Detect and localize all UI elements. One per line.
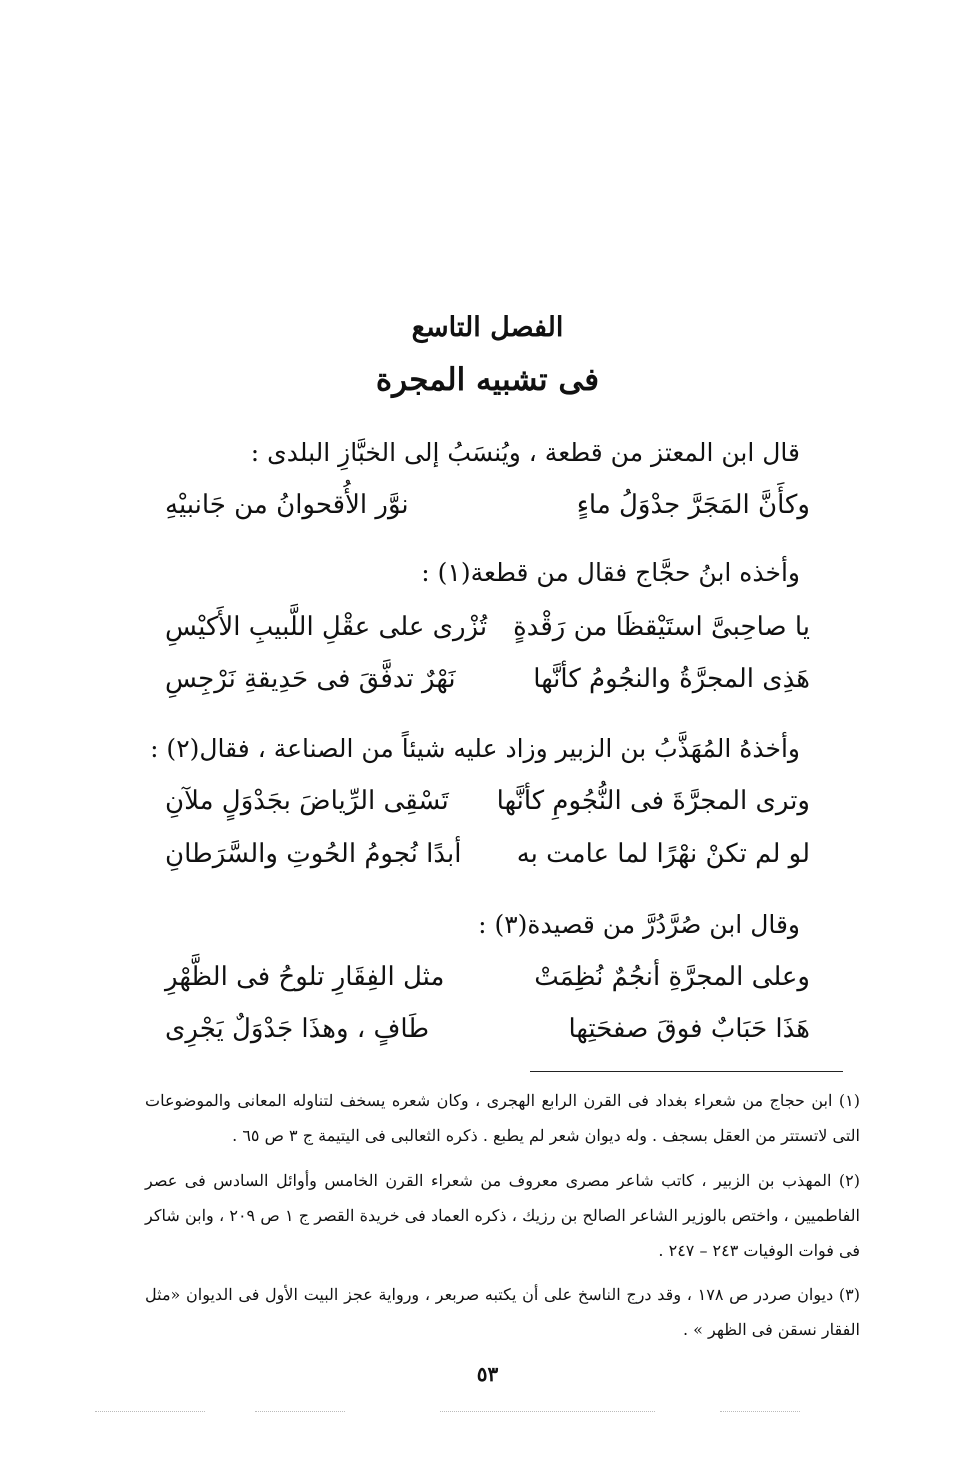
verse-second-hemistich: نَهْرٌ تدفَّقَ فى حَدِيقةِ نَرْجِسِ: [165, 664, 456, 694]
footnote-3: (٣) ديوان صردر ص ١٧٨ ، وقد درج الناسخ على أن يكتبه صربعر ، ورواية عجز البيت الأول فى الديوان «مثل الفقار نسقن فى الظهر » .: [145, 1285, 861, 1339]
verse-line: [165, 664, 810, 704]
intro-paragraph: وأخذهُ المُهَذَّبُ بن الزبير وزاد عليه شيئاً من الصناعة ، فقال(٢) :: [150, 734, 800, 763]
verse-first-hemistich: لو لم تكنْ نهْرًا لما عامت به: [516, 839, 810, 869]
verse-line: [165, 1014, 810, 1054]
verse-line: [165, 490, 810, 530]
verse-second-hemistich: طَافٍ ، وهذَا جَدْوَلٌ يَجْرِى: [165, 1014, 430, 1044]
scan-artifact: [720, 1411, 800, 1412]
scan-artifact: [95, 1411, 205, 1412]
footnote-1: (١) ابن حجاج من شعراء بغداد فى القرن الرابع الهجرى ، وكان شعره يسخف لتناوله المعانى والموضوعات التى لاتستتر من العقل بسجف . وله ديوان شعر لم يطبع . ذكره الثعالبى فى اليتيمة ج ٣ ص ٦٥ .: [145, 1091, 860, 1145]
scan-artifact: [440, 1411, 655, 1412]
footnote-2: (٢) المهذب بن الزبير ، كاتب شاعر مصرى معروف من شعراء القرن الخامس وأوائل السادس فى عصر الفاطميين ، واختص بالوزير الشاعر الصالح بن رزيك ، ذكره العماد فى خريدة القصر ج ١ ص ٢٠٩ ، وابن شاكر فى فوات الوفيات ٢٤٣ – ٢٤٧ .: [145, 1171, 861, 1260]
verse-line: [165, 786, 810, 826]
intro-paragraph: وأخذه ابنُ حجَّاج فقال من قطعة(١) :: [421, 558, 800, 587]
chapter-title: فى تشبيه المجرة: [375, 362, 600, 398]
page-number: ٥٣: [476, 1362, 499, 1386]
verse-second-hemistich: تُزْرى على عقْلِ اللَّبيبِ الأَكيْسِ: [165, 612, 488, 642]
verse-first-hemistich: وكأَنَّ المَجَرَّ جدْوَلُ ماءٍ: [576, 490, 810, 520]
chapter-label: الفصل التاسع: [411, 312, 564, 343]
verse-second-hemistich: مثل الفِقَارِ تلوحُ فى الظَّهْرِ: [165, 962, 445, 992]
verse-second-hemistich: نوَّر الأُقحوانُ من جَانبيْهِ: [165, 490, 409, 520]
verse-first-hemistich: يا صاحِبىَّ استَيْقظَا من رَقْدةٍ: [513, 612, 810, 642]
verse-second-hemistich: أبدًا نُجومُ الحُوتِ والسَّرَطانِ: [165, 839, 462, 869]
intro-paragraph: قال ابن المعتز من قطعة ، ويُنسَبُ إلى الخبَّازِ البلدى :: [250, 438, 800, 467]
scan-artifact: [255, 1411, 345, 1412]
verse-first-hemistich: وعلى المجرَّةِ أنجُمٌ نُظِمَتْ: [534, 962, 810, 992]
intro-paragraph: وقال ابن صُرَّدُرَّ من قصيدة(٣) :: [478, 910, 800, 939]
verse-first-hemistich: هَذَا حَبَابٌ فوقَ صفحَتِها: [568, 1014, 810, 1044]
verse-second-hemistich: تَسْقِى الرِّياضَ بجَدْوَلٍ ملآنِ: [165, 786, 449, 816]
verse-line: [165, 962, 810, 1002]
verse-first-hemistich: وترى المجرَّةَ فى النُّجُومِ كأنَّها: [496, 786, 810, 816]
verse-first-hemistich: هَذِى المجرَّةُ والنجُومُ كأنَّها: [533, 664, 810, 694]
footnote-separator: [530, 1071, 843, 1072]
verse-line: [165, 612, 810, 652]
verse-line: [165, 839, 810, 879]
